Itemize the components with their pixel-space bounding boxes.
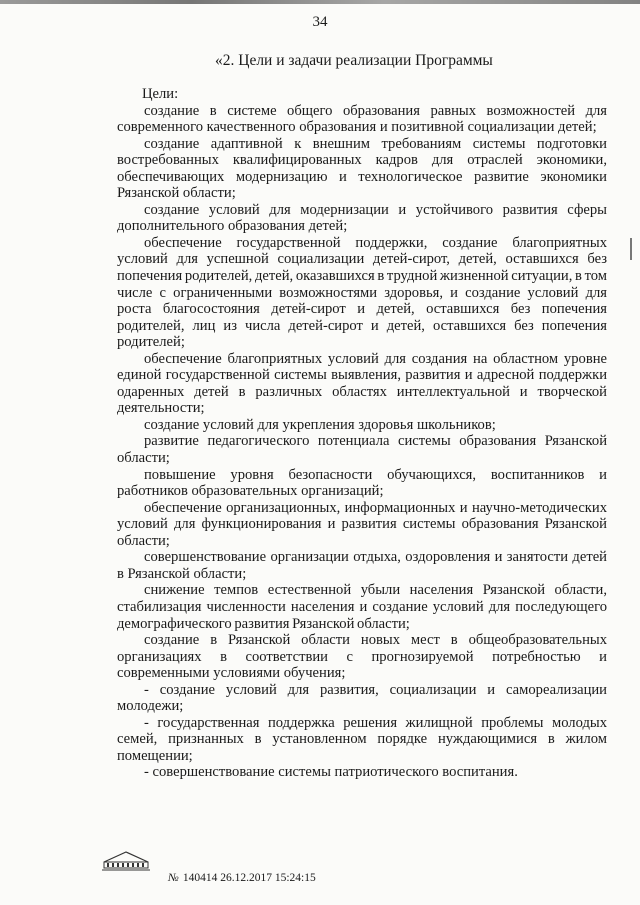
goal-item: обеспечение государственной поддержки, создание благоприятных условий для успешной социализации детей-сирот, детей, оставшихся без попечения родителей, детей, оказавшихся в трудной жизненной ситуации, в том числе с ограниченными возможностями здоровья, и создание условий для роста благосостояния детей-сирот и детей, оставшихся без попечения родителей, лиц из числа детей-сирот и детей, оставшихся без попечения родителей; xyxy=(117,234,608,351)
goal-item: повышение уровня безопасности обучающихся, воспитанников и работников образовательных организаций; xyxy=(117,466,607,500)
document-stamp-icon xyxy=(100,850,152,872)
goal-item: развитие педагогического потенциала системы образования Рязанской области; xyxy=(117,433,607,467)
page-number: 34 xyxy=(312,14,328,30)
goal-item: создание условий для модернизации и устойчивого развития сферы дополнительного образования детей; xyxy=(117,201,607,235)
goal-item: создание адаптивной к внешним требованиям системы подготовки востребованных квалифицированных кадров для отраслей экономики, обеспечивающих модернизацию и технологическое развитие экономики Рязанской области; xyxy=(117,135,607,202)
goal-item: снижение темпов естественной убыли населения Рязанской области, стабилизация численности населения и создание условий для последующего демографического развития Рязанской области; xyxy=(117,582,607,632)
goal-item: - совершенствование системы патриотического воспитания. xyxy=(144,764,518,781)
goal-item: совершенствование организации отдыха, оздоровления и занятости детей в Рязанской области; xyxy=(117,549,607,582)
document-footer xyxy=(168,872,316,884)
goal-item: создание в Рязанской области новых мест в общеобразовательных организациях в соответствии с прогнозируемой потребностью и современными условиями обучения; xyxy=(117,632,607,682)
goal-item: обеспечение благоприятных условий для создания на областном уровне единой государственной системы выявления, развития и адресной поддержки одаренных детей в различных областях интеллектуальной и творческой деятельности; xyxy=(117,350,607,417)
goal-item: - государственная поддержка решения жилищной проблемы молодых семей, признанных в установленном порядке нуждающимися в жилом помещении; xyxy=(117,714,607,764)
registration-stamp-text: 140414 26.12.2017 15:24:15 xyxy=(182,872,316,884)
goal-item: создание условий для укрепления здоровья школьников; xyxy=(144,416,496,433)
goals-label: Цели: xyxy=(142,86,179,102)
goal-item: создание в системе общего образования равных возможностей для современного качественного образования и позитивной социализации детей; xyxy=(117,102,607,136)
goal-item: - создание условий для развития, социализации и самореализации молодежи; xyxy=(117,681,607,715)
section-heading: «2. Цели и задачи реализации Программы xyxy=(215,52,493,69)
number-sign: № xyxy=(168,872,179,884)
scan-margin-mark xyxy=(630,238,632,260)
goal-item: обеспечение организационных, информационных и научно-методических условий для функционирования и развития системы образования Рязанской области; xyxy=(117,499,607,549)
goals-section xyxy=(117,86,607,781)
scan-top-edge xyxy=(0,0,640,4)
